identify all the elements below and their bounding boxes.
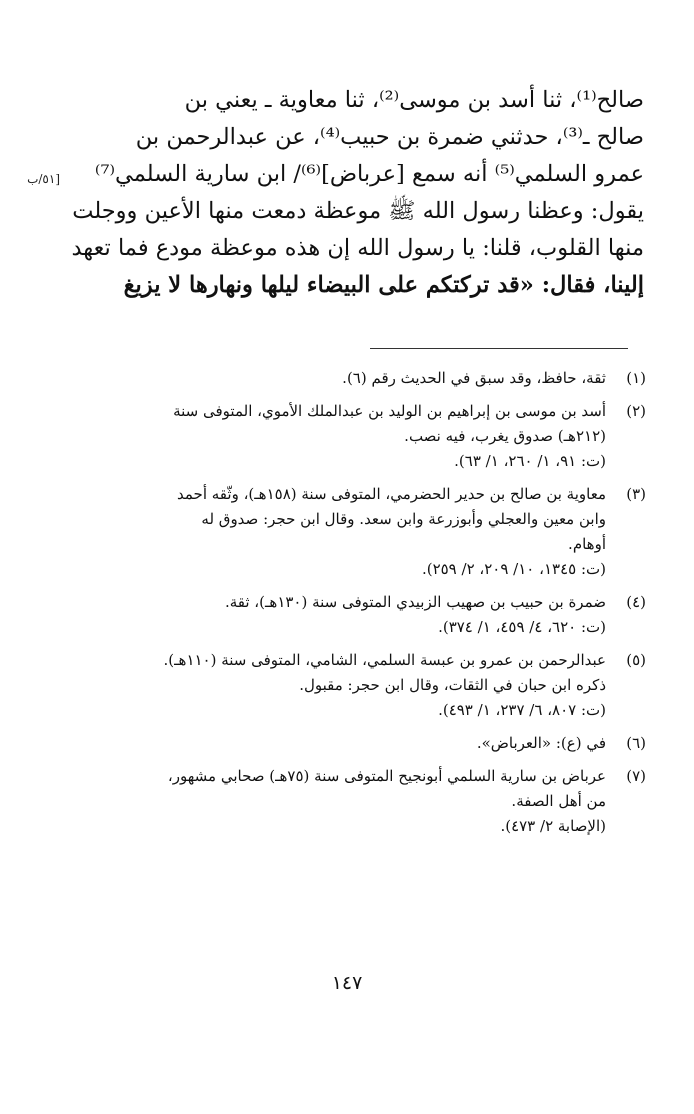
footnote-text [50, 366, 606, 391]
footnote-line: معاوية بن صالح بن حدير الحضرمي، المتوفى سنة (١٥٨هـ)، وثّقه أحمد [177, 485, 606, 503]
main-text-line: صالح⁽¹⁾، ثنا أسد بن موسى⁽²⁾، ثنا معاوية ـ يعني بن [184, 87, 644, 113]
footnote-line: أسد بن موسى بن إبراهيم بن الوليد بن عبدالملك الأموي، المتوفى سنة [173, 402, 606, 420]
footnote-text [50, 648, 606, 723]
footnote-line: (ت: ٨٠٧، ٦/ ٢٣٧، ١/ ٤٩٣). [438, 701, 606, 719]
footnote-text [50, 399, 606, 474]
main-text-line-hadith: إلينا، فقال: «قد تركتكم على البيضاء ليلها ونهارها لا يزيغ [123, 272, 644, 298]
page-number: ١٤٧ [331, 972, 363, 994]
footnote-line: (٢١٢هـ) صدوق يغرب، فيه نصب. [404, 427, 606, 445]
footnote-text [50, 590, 606, 640]
footnote-line: (ت: ٩١، ١/ ٢٦٠، ١/ ٦٣). [454, 452, 606, 470]
footnote-line: أوهام. [568, 535, 606, 553]
footnote-line: وابن معين والعجلي وأبوزرعة وابن سعد. وقال ابن حجر: صدوق له [201, 510, 606, 528]
footnote-item [50, 764, 646, 839]
footnote-line: (ت: ٦٢٠، ٤/ ٤٥٩، ١/ ٣٧٤). [438, 618, 606, 636]
footnote-item [50, 648, 646, 723]
footnote-number: (٥) [626, 651, 646, 669]
footnote-item [50, 731, 646, 756]
footnote-line: عبدالرحمن بن عمرو بن عبسة السلمي، الشامي، المتوفى سنة (١١٠هـ). [163, 651, 606, 669]
footnote-item [50, 590, 646, 640]
footnote-item [50, 399, 646, 474]
footnote-line: من أهل الصفة. [511, 792, 606, 810]
footnotes-block [50, 366, 646, 847]
footnote-number: (٦) [626, 734, 646, 752]
footnote-item [50, 482, 646, 582]
main-text-line: يقول: وعظنا رسول الله ﷺ موعظة دمعت منها الأعين ووجلت [72, 198, 644, 224]
main-text-line: عمرو السلمي⁽⁵⁾ أنه سمع [عرباض]⁽⁶⁾/ ابن سارية السلمي⁽⁷⁾ [94, 161, 644, 187]
footnote-line: ذكره ابن حبان في الثقات، وقال ابن حجر: مقبول. [299, 676, 606, 694]
footnote-number: (١) [626, 369, 646, 387]
footnote-text [50, 731, 606, 756]
footnote-number: (٤) [626, 593, 646, 611]
footnote-line: ثقة، حافظ، وقد سبق في الحديث رقم (٦). [342, 369, 606, 387]
footnote-item [50, 366, 646, 391]
footnote-number: (٢) [626, 402, 646, 420]
footnote-number: (٣) [626, 485, 646, 503]
footnote-text [50, 482, 606, 582]
main-text-block [62, 82, 644, 304]
footnote-number: (٧) [626, 767, 646, 785]
main-text-line: صالح ـ⁽³⁾، حدثني ضمرة بن حبيب⁽⁴⁾، عن عبدالرحمن بن [135, 124, 644, 150]
footnote-line: ضمرة بن حبيب بن صهيب الزبيدي المتوفى سنة (١٣٠هـ)، ثقة. [224, 593, 606, 611]
main-text-line: منها القلوب، قلنا: يا رسول الله إن هذه موعظة مودع فما تعهد [71, 235, 644, 261]
footnote-line: عرباض بن سارية السلمي أبونجيح المتوفى سنة (٧٥هـ) صحابي مشهور، [167, 767, 606, 785]
manuscript-folio-note: [٥١/ب [27, 172, 60, 186]
footnote-line: (الإصابة ٢/ ٤٧٣). [500, 817, 606, 835]
footnote-line: (ت: ١٣٤٥، ١٠/ ٢٠٩، ٢/ ٢٥٩). [421, 560, 606, 578]
footnote-text [50, 764, 606, 839]
footnote-line: في (ع): «العرباض». [476, 734, 606, 752]
footnote-divider [370, 348, 628, 349]
